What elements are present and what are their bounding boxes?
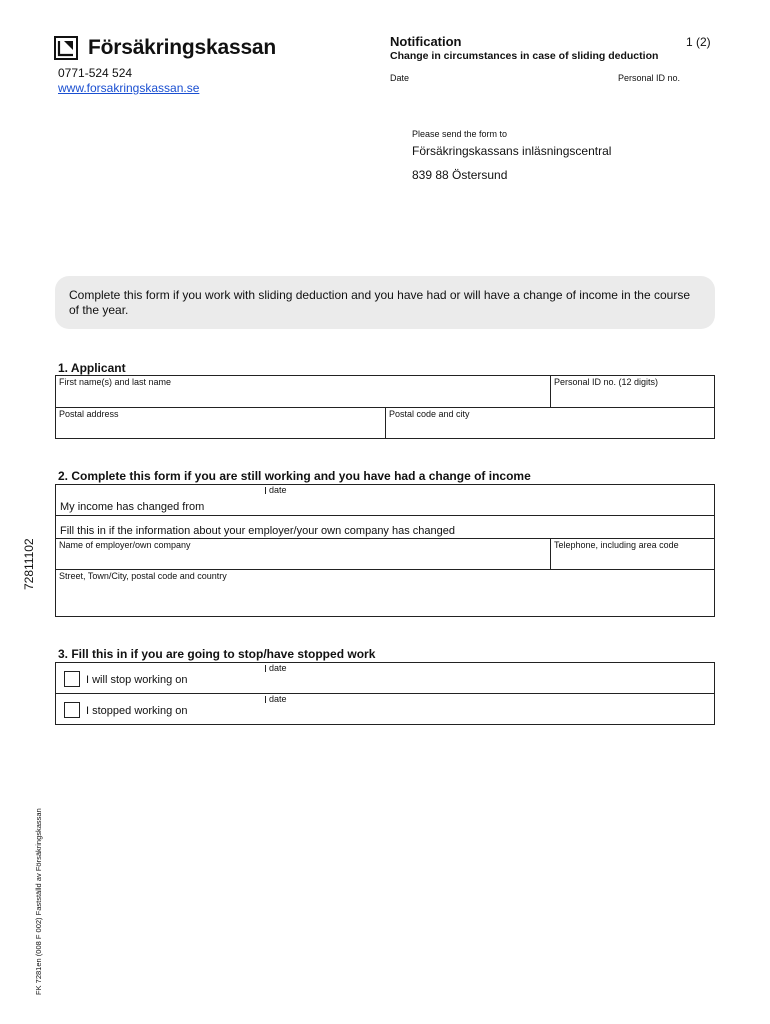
postal-code-city-field[interactable] xyxy=(385,407,715,439)
website-link[interactable]: www.forsakringskassan.se xyxy=(58,81,200,95)
street-field[interactable] xyxy=(55,569,715,617)
info-box xyxy=(55,276,715,329)
header-personal-id-label: Personal ID no. xyxy=(618,73,681,83)
telephone-input[interactable] xyxy=(554,552,711,567)
street-input[interactable] xyxy=(59,583,711,614)
info-text: Complete this form if you work with sliding deduction and you have had or will have a change of income in the course of the year. xyxy=(69,288,691,317)
income-change-row xyxy=(55,484,715,516)
name-input[interactable] xyxy=(59,389,547,405)
employer-name-input[interactable] xyxy=(59,552,547,567)
income-changed-text: My income has changed from xyxy=(60,501,205,513)
stopped-row xyxy=(55,693,715,725)
personal-id-field[interactable] xyxy=(550,375,715,408)
date-tick xyxy=(265,665,266,672)
income-change-date-input[interactable] xyxy=(269,499,393,515)
will-stop-row xyxy=(55,662,715,694)
section-3-title: 3. Fill this in if you are going to stop/have stopped work xyxy=(58,647,376,661)
section-1-title: 1. Applicant xyxy=(58,361,126,375)
personal-id-input[interactable] xyxy=(554,389,711,405)
telephone-label: Telephone, including area code xyxy=(554,540,679,550)
phone-number: 0771-524 524 xyxy=(58,66,133,80)
will-stop-text: I will stop working on xyxy=(86,674,188,686)
will-stop-date-input[interactable] xyxy=(269,677,393,693)
stopped-text: I stopped working on xyxy=(86,705,188,717)
logo-text: Försäkringskassan xyxy=(88,36,277,59)
postal-address-field[interactable] xyxy=(55,407,386,439)
postal-code-city-label: Postal code and city xyxy=(389,409,470,419)
personal-id-label: Personal ID no. (12 digits) xyxy=(554,377,659,387)
logo-icon xyxy=(54,36,78,60)
income-date-label: date xyxy=(269,485,287,495)
postal-address-input[interactable] xyxy=(59,421,382,436)
street-label: Street, Town/City, postal code and country xyxy=(59,571,227,581)
name-field[interactable] xyxy=(55,375,551,408)
telephone-field[interactable] xyxy=(550,538,715,570)
date-tick xyxy=(265,487,266,494)
stopped-checkbox[interactable] xyxy=(64,702,80,718)
stopped-date-label: date xyxy=(269,694,287,704)
employer-name-label: Name of employer/own company xyxy=(59,540,191,550)
stopped-date-input[interactable] xyxy=(269,708,393,724)
will-stop-date-label: date xyxy=(269,663,287,673)
postal-code-city-input[interactable] xyxy=(389,421,711,436)
form-code: FK 7281en (008 F 002) Fastställd av Försäkringskassan xyxy=(34,808,43,995)
form-number: 72811102 xyxy=(22,538,36,590)
will-stop-checkbox[interactable] xyxy=(64,671,80,687)
section-2-title: 2. Complete this form if you are still working and you have had a change of income xyxy=(58,469,531,483)
send-instruction: Please send the form to xyxy=(412,129,508,139)
header-date-label: Date xyxy=(390,73,410,83)
employer-instruction-row xyxy=(55,515,715,539)
form-subtitle: Change in circumstances in case of sliding deduction xyxy=(390,50,659,62)
recipient-name: Försäkringskassans inläsningscentral xyxy=(412,144,612,158)
date-tick xyxy=(265,696,266,703)
employer-name-field[interactable] xyxy=(55,538,551,570)
employer-instruction: Fill this in if the information about your employer/your own company has changed xyxy=(60,525,455,537)
name-label: First name(s) and last name xyxy=(59,377,172,387)
recipient-address: 839 88 Östersund xyxy=(412,168,508,182)
postal-address-label: Postal address xyxy=(59,409,119,419)
form-title: Notification xyxy=(390,34,462,49)
page-number: 1 (2) xyxy=(686,35,711,49)
